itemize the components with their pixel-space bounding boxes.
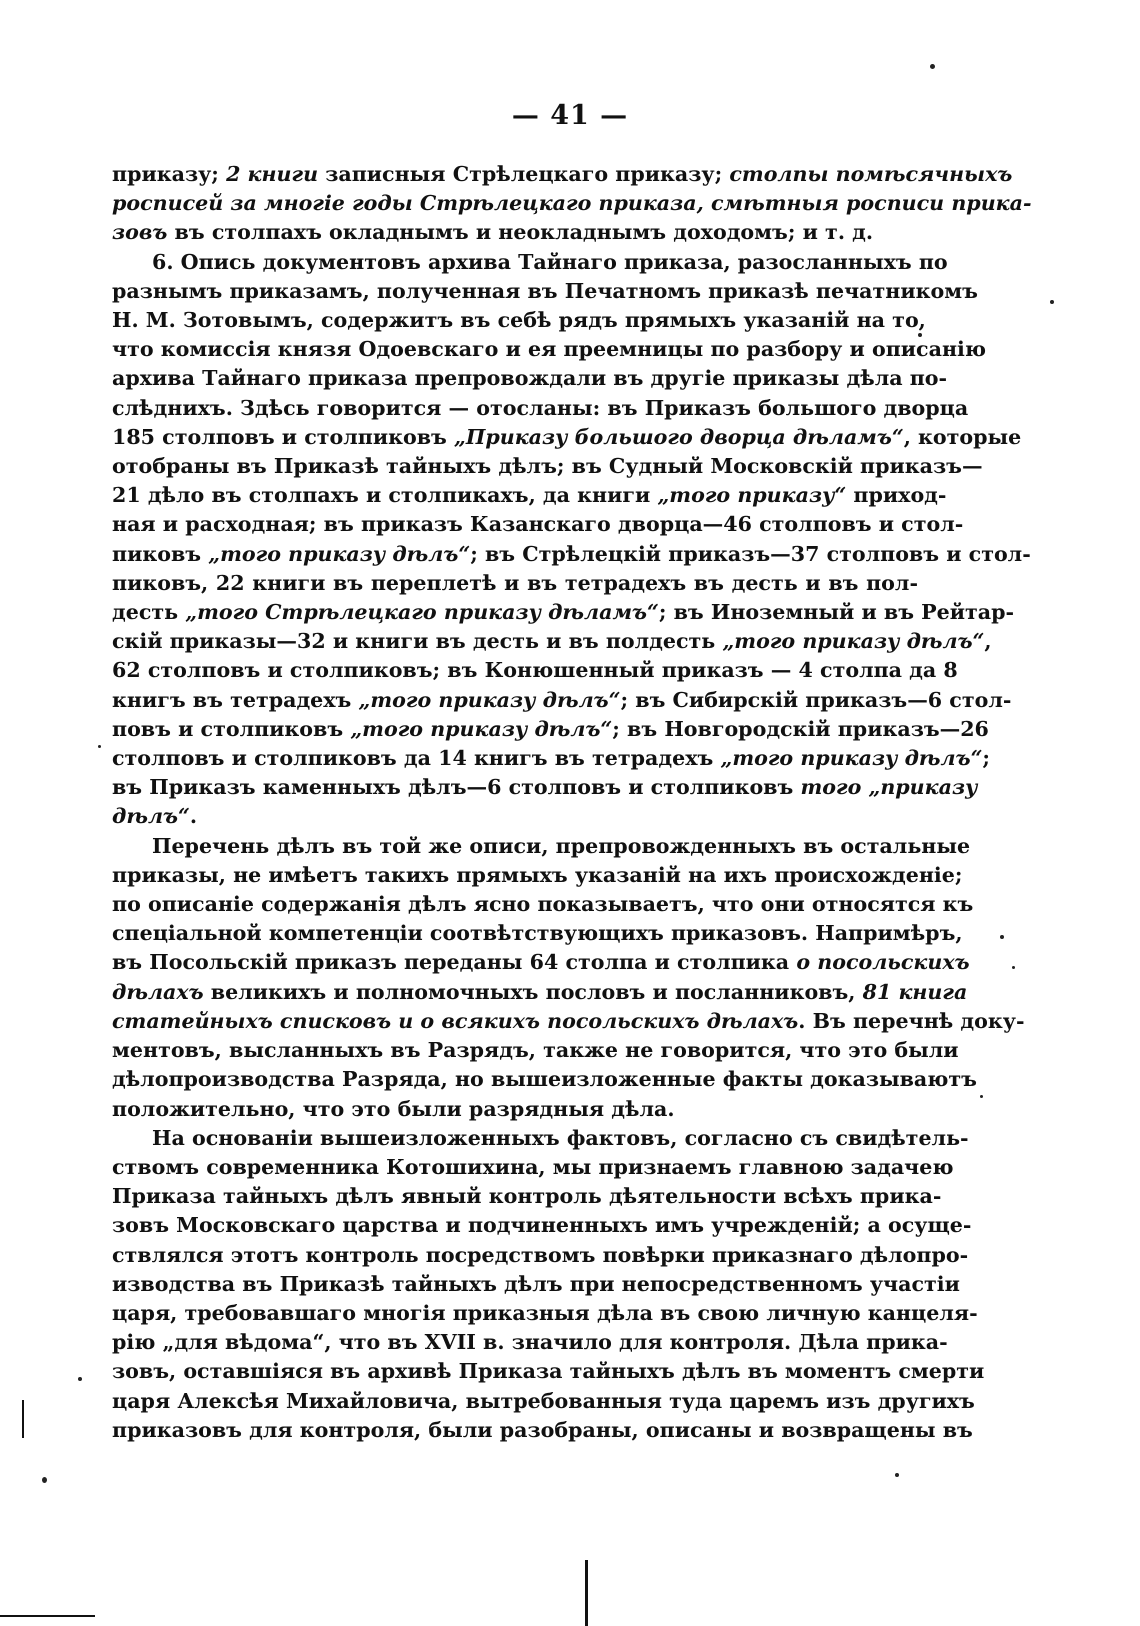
italic-segment: „того приказу дѣлъ“ <box>358 687 621 712</box>
body-text <box>112 160 1032 1445</box>
text-segment: 21 дѣло въ столпахъ и столпикахъ, да книги <box>112 483 658 508</box>
text-segment: по описаніе содержанія дѣлъ ясно показываетъ, что они относятся къ <box>112 892 974 917</box>
italic-segment: „того Стрѣлецкаго приказу дѣламъ“ <box>185 600 659 625</box>
italic-segment: зовъ <box>112 220 168 245</box>
scan-speck <box>98 745 101 748</box>
scan-speck <box>918 333 922 337</box>
text-line <box>112 773 978 802</box>
italic-segment: „того приказу дѣлъ“ <box>350 716 613 741</box>
gutter-mark <box>585 1560 588 1626</box>
text-line <box>112 306 926 335</box>
text-line <box>112 1416 973 1445</box>
text-line <box>112 218 918 247</box>
text-segment: ; <box>982 746 991 771</box>
italic-segment: „того приказу“ <box>657 483 847 508</box>
text-segment: 185 столповъ и столпиковъ <box>112 424 455 449</box>
italic-segment: столпы помѣсячныхъ <box>729 162 1013 186</box>
text-line <box>112 919 963 948</box>
text-segment: царя Алексѣя Михайловича, вытребованныя туда царемъ изъ другихъ <box>112 1388 975 1413</box>
text-segment: ; въ Сибирскій приказъ—6 стол- <box>620 687 1012 712</box>
text-segment: ментовъ, высланныхъ въ Разрядъ, также не говорится, что это были <box>112 1038 959 1063</box>
text-line <box>112 627 992 656</box>
text-segment: что комиссія князя Одоевскаго и ея преемницы по разбору и описанію <box>112 337 986 362</box>
scan-speck <box>42 1477 47 1483</box>
text-segment: архива Тайнаго приказа препровождали въ другіе приказы дѣла по- <box>112 366 948 391</box>
text-segment: великихъ и полномочныхъ пословъ и посланниковъ, <box>203 979 863 1004</box>
text-segment: ствлялся этотъ контроль посредствомъ повѣрки приказнаго дѣлопро- <box>112 1242 969 1267</box>
text-line <box>112 948 970 977</box>
text-line <box>112 656 958 685</box>
text-line <box>112 481 947 510</box>
italic-segment: дѣлахъ <box>112 979 204 1004</box>
text-line <box>112 277 978 306</box>
text-segment: въ столпахъ окладнымъ и неокладнымъ доходомъ; и т. д. <box>167 220 874 245</box>
text-line <box>112 540 1031 569</box>
margin-mark <box>0 1615 95 1617</box>
text-segment: изводства въ Приказѣ тайныхъ дѣлъ при непосредственномъ участіи <box>112 1271 960 1296</box>
text-line <box>112 510 964 539</box>
text-line <box>112 861 963 890</box>
text-segment: скій приказы—32 и книги въ десть и въ полдесть <box>112 629 723 654</box>
text-segment: приказу; <box>112 162 227 186</box>
text-line <box>112 715 989 744</box>
text-segment: пиковъ <box>112 541 209 566</box>
scan-speck <box>78 1377 82 1381</box>
scan-speck <box>1050 300 1054 304</box>
text-segment: приход- <box>846 483 947 508</box>
text-line <box>112 1211 972 1240</box>
text-segment: положительно, что это были разрядныя дѣла. <box>112 1096 675 1121</box>
text-segment: ная и расходная; въ приказъ Казанскаго дворца—46 столповъ и стол- <box>112 512 964 537</box>
text-line <box>112 1095 918 1124</box>
scan-speck <box>1012 966 1015 969</box>
text-line <box>112 394 969 423</box>
italic-segment: дѣлъ“ <box>112 804 190 829</box>
text-line <box>112 423 1022 452</box>
text-segment: 6. Опись документовъ архива Тайнаго приказа, разосланныхъ по <box>152 249 948 274</box>
text-line <box>112 832 971 861</box>
text-line <box>112 744 991 773</box>
italic-segment: статейныхъ списковъ и о всякихъ посольскихъ дѣлахъ <box>112 1008 799 1033</box>
text-segment: столповъ и столпиковъ да 14 книгъ въ тетрадехъ <box>112 746 721 771</box>
text-segment: ; въ Новгородскій приказъ—26 <box>612 716 989 741</box>
italic-segment: „того приказу дѣлъ“ <box>722 629 985 654</box>
italic-segment: „того приказу дѣлъ“ <box>208 541 471 566</box>
italic-segment: „Приказу большого дворца дѣламъ“ <box>454 424 904 449</box>
text-segment: спеціальной компетенціи соотвѣтствующихъ приказовъ. Напримѣръ, <box>112 921 963 946</box>
text-line <box>112 569 918 598</box>
text-line <box>112 1036 959 1065</box>
text-line <box>112 1065 977 1094</box>
text-segment: отобраны въ Приказѣ тайныхъ дѣлъ; въ Судный Московскій приказъ— <box>112 454 983 479</box>
text-segment: пиковъ, 22 книги въ переплетѣ и въ тетрадехъ въ десть и въ пол- <box>112 570 918 595</box>
text-segment: . Въ перечнѣ доку- <box>798 1008 1025 1033</box>
text-line <box>112 160 1013 189</box>
text-line <box>112 1328 948 1357</box>
text-segment: приказовъ для контроля, были разобраны, описаны и возвращены въ <box>112 1417 973 1442</box>
text-segment: разнымъ приказамъ, полученная въ Печатномъ приказѣ печатникомъ <box>112 278 978 303</box>
text-line <box>112 1270 960 1299</box>
text-segment: дѣлопроизводства Разряда, но вышеизложенные факты доказываютъ <box>112 1067 977 1092</box>
text-line <box>112 1299 978 1328</box>
text-segment: зовъ, оставшіяся въ архивѣ Приказа тайныхъ дѣлъ въ моментъ смерти <box>112 1359 985 1384</box>
margin-mark <box>22 1400 24 1438</box>
text-line <box>112 1387 975 1416</box>
text-segment: повъ и столпиковъ <box>112 716 351 741</box>
text-line <box>112 1153 954 1182</box>
text-line <box>112 1241 969 1270</box>
page-number: — 41 — <box>511 100 629 131</box>
text-segment: Перечень дѣлъ въ той же описи, препровожденныхъ въ остальные <box>152 833 971 858</box>
text-segment: Приказа тайныхъ дѣлъ явный контроль дѣятельности всѣхъ прика- <box>112 1184 942 1209</box>
text-line <box>112 1182 942 1211</box>
text-line <box>112 1007 1025 1036</box>
italic-segment: 2 книги <box>226 162 319 186</box>
text-segment: записныя Стрѣлецкаго приказу; <box>318 162 730 186</box>
text-segment: въ Приказъ каменныхъ дѣлъ—6 столповъ и столпиковъ <box>112 775 801 800</box>
text-line <box>112 978 968 1007</box>
text-line <box>112 189 1032 218</box>
text-line <box>112 248 948 277</box>
text-segment: рію „для вѣдома“, что въ XVII в. значило для контроля. Дѣла прика- <box>112 1330 948 1355</box>
italic-segment: 81 книга <box>862 979 968 1004</box>
text-segment: въ Посольскій приказъ переданы 64 столпа и столпика <box>112 950 797 975</box>
italic-segment: росписей за многіе годы Стрѣлецкаго приказа, смѣтныя росписи прика- <box>112 191 1032 216</box>
text-segment: ствомъ современника Котошихина, мы признаемъ главною задачею <box>112 1154 954 1179</box>
text-line <box>112 598 1015 627</box>
text-segment: , <box>984 629 992 654</box>
italic-segment: „того приказу дѣлъ“ <box>720 746 983 771</box>
italic-segment: о посольскихъ <box>796 950 970 975</box>
text-segment: Н. М. Зотовымъ, содержитъ въ себѣ рядъ прямыхъ указаній на то, <box>112 308 926 333</box>
text-line <box>112 452 983 481</box>
text-segment: приказы, не имѣетъ такихъ прямыхъ указаній на ихъ происхожденіе; <box>112 862 963 887</box>
scan-speck <box>895 1473 899 1477</box>
text-line <box>112 890 974 919</box>
scan-speck <box>1000 935 1004 939</box>
scan-speck <box>980 1095 983 1098</box>
text-line <box>112 1357 985 1386</box>
text-segment: На основаніи вышеизложенныхъ фактовъ, согласно съ свидѣтель- <box>152 1125 969 1150</box>
text-segment: царя, требовавшаго многія приказныя дѣла въ свою личную канцеля- <box>112 1300 978 1325</box>
italic-segment: того „приказу <box>800 775 978 800</box>
text-line <box>112 335 986 364</box>
text-segment: книгъ въ тетрадехъ <box>112 687 359 712</box>
text-segment: десть <box>112 600 186 625</box>
text-segment: ; въ Иноземный и въ Рейтар- <box>658 600 1015 625</box>
text-segment: . <box>189 804 198 829</box>
text-line <box>112 686 1012 715</box>
text-segment: 62 столповъ и столпиковъ; въ Конюшенный приказъ — 4 столпа да 8 <box>112 658 958 683</box>
text-segment: слѣднихъ. Здѣсь говорится — отосланы: въ Приказъ большого дворца <box>112 395 969 420</box>
text-segment: ; въ Стрѣлецкій приказъ—37 столповъ и стол- <box>470 541 1031 566</box>
text-line <box>112 364 948 393</box>
scan-speck <box>930 64 935 69</box>
text-segment: зовъ Московскаго царства и подчиненныхъ имъ учрежденій; а осуще- <box>112 1213 972 1238</box>
text-line <box>112 1124 969 1153</box>
text-line <box>112 802 918 831</box>
text-segment: , которые <box>903 424 1022 449</box>
